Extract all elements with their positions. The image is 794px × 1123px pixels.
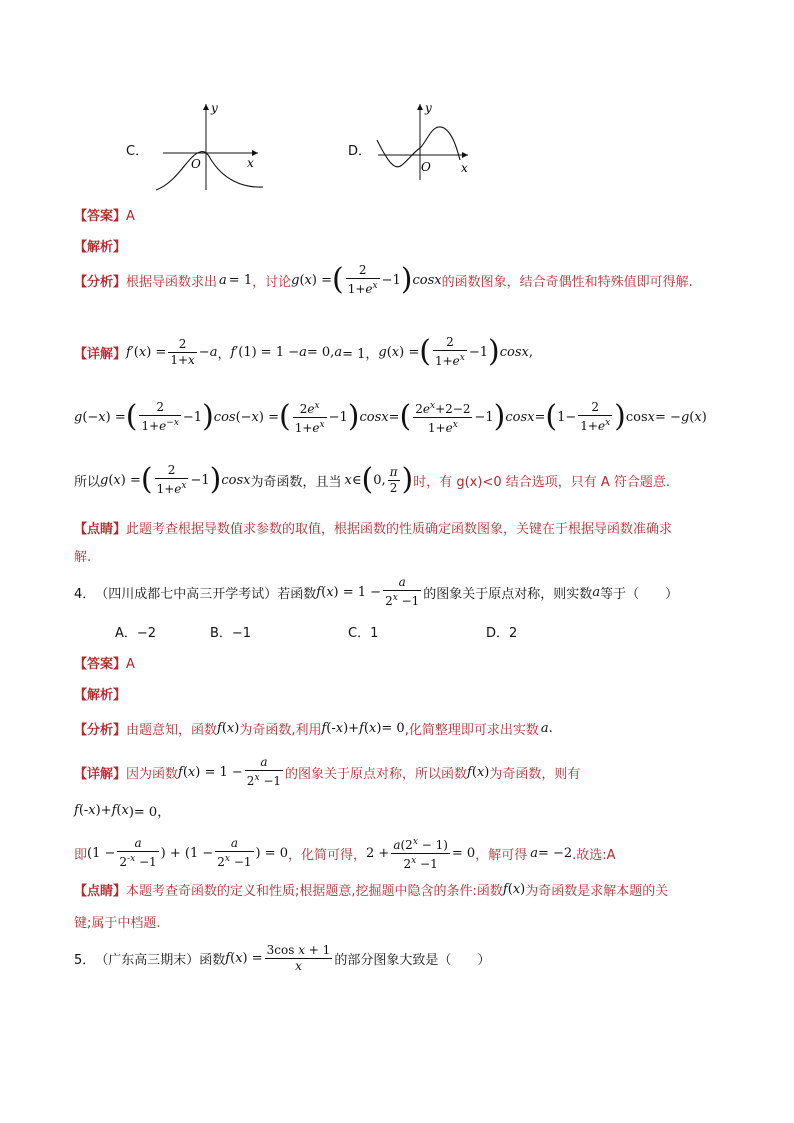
q3-dianjing-line1: 【点睛】此题考查根据导数值求参数的取值，根据函数的性质确定函数图象，关键在于根据导函数准确求 (74, 522, 673, 537)
graph-d-y-label: y (425, 101, 432, 115)
q3-fenxi: 【分析】 根据导函数求出 a = 1 ，讨论 g ( x ) = ( $\frac{2}{1+e^x}$ −1 ) cosx 的函数图象，结合奇偶性和特殊值即可得解. (74, 262, 693, 297)
q3-xiangjie-line1: 【详解】 f ′( x ) = $\frac{2}{1+x}$ − a ， f ′(1) = 1 − a = 0, a = 1， g ( x ) = ( $\frac{2}{1+e^x}$ −1 ) cosx , (74, 334, 534, 369)
graph-d-x-arrow (462, 152, 468, 158)
graph-c (148, 100, 268, 195)
q5-stem: 5． （广东高三期末）函数 f ( x ) = $\frac{\text{3cos x + 1}}{x}$ 的部分图象大致是（ ） (74, 942, 491, 973)
q4-option-c: C．1 (348, 626, 379, 641)
q4-analysis-heading: 【解析】 (74, 688, 127, 703)
q4-option-b: B．−1 (210, 626, 252, 641)
option-c-label: C． (126, 144, 149, 159)
graph-d (372, 100, 477, 185)
q4-xiangjie-line1: 【详解】 因为函数 f ( x ) = 1 − $\frac{a}{2^x -1}$ 的图象关于原点对称，所以函数 f ( x ) 为奇函数，则有 (74, 755, 581, 788)
graph-d-x-label: x (461, 161, 468, 175)
q3-answer: 【答案】A (74, 209, 135, 224)
graph-d-curve (377, 127, 460, 167)
q3-analysis-heading: 【解析】 (74, 240, 127, 255)
q4-dianjing-line1: 【点睛】 本题考查奇函数的定义和性质;根据题意,挖掘题中隐含的条件:函数 f ( x ) 为奇函数是求解本题的关 (74, 881, 669, 899)
q4-stem: 4． （四川成都七中高三开学考试）若函数 f ( x ) = 1 − $\frac{a}{2^x -1}$ 的图象关于原点对称，则实数 a 等于（ ） (74, 575, 679, 608)
graph-d-y-arrow (417, 104, 423, 110)
q3-xiangjie-line2: g (− x ) = ( $\frac{2}{1+e^{-x}}$ −1 ) cos (− x ) = ( $\frac{2e^x}{1+e^x}$ −1 ) cosx = ( $\frac{2e^x+2-2}{1+e^x}$ −1 ) cosx = ( 1− $\frac{2}{1+e^x}$ ) cos x = − g ( x ) (74, 399, 707, 435)
q4-dianjing-line2: 键;属于中档题. (74, 916, 161, 931)
graph-c-origin: O (191, 157, 201, 171)
q3-xiangjie-line3: 所以 g ( x ) = ( $\frac{2}{1+e^x}$ −1 ) cosx 为奇函数，且当 x ∈ ( 0, $\frac{\pi}{2}$ ) 时，有 g(x)<0 结合选项，只有 A 符合题意. (74, 462, 671, 497)
graph-c-x-label: x (247, 156, 254, 170)
q4-answer: 【答案】A (74, 657, 135, 672)
q4-fenxi: 【分析】 由题意知，函数 f ( x ) 为奇函数,利用 f (- x )+ f ( x )= 0 ,化简整理即可求出实数 a . (74, 720, 553, 738)
q3-dianjing-line2: 解. (74, 550, 92, 565)
graph-c-y-label: y (211, 101, 218, 115)
q4-option-d: D．2 (486, 626, 518, 641)
q4-xiangjie-line3: 即 (1 − $\frac{a}{2^{-x} -1}$ ) + (1 − $\frac{a}{2^x -1}$ ) = 0 ，化简可得， 2 + $\frac{a(2^x - 1)}{2^x -1}$ = 0 ，解可得 a = −2 .故选:A (74, 836, 616, 871)
q4-xiangjie-line2: f (- x )+ f ( x )= 0， (74, 802, 171, 820)
option-d-label: D． (348, 144, 372, 159)
graph-c-y-arrow (203, 104, 209, 110)
graph-d-origin: O (421, 160, 431, 174)
q4-option-a: A．−2 (115, 626, 157, 641)
